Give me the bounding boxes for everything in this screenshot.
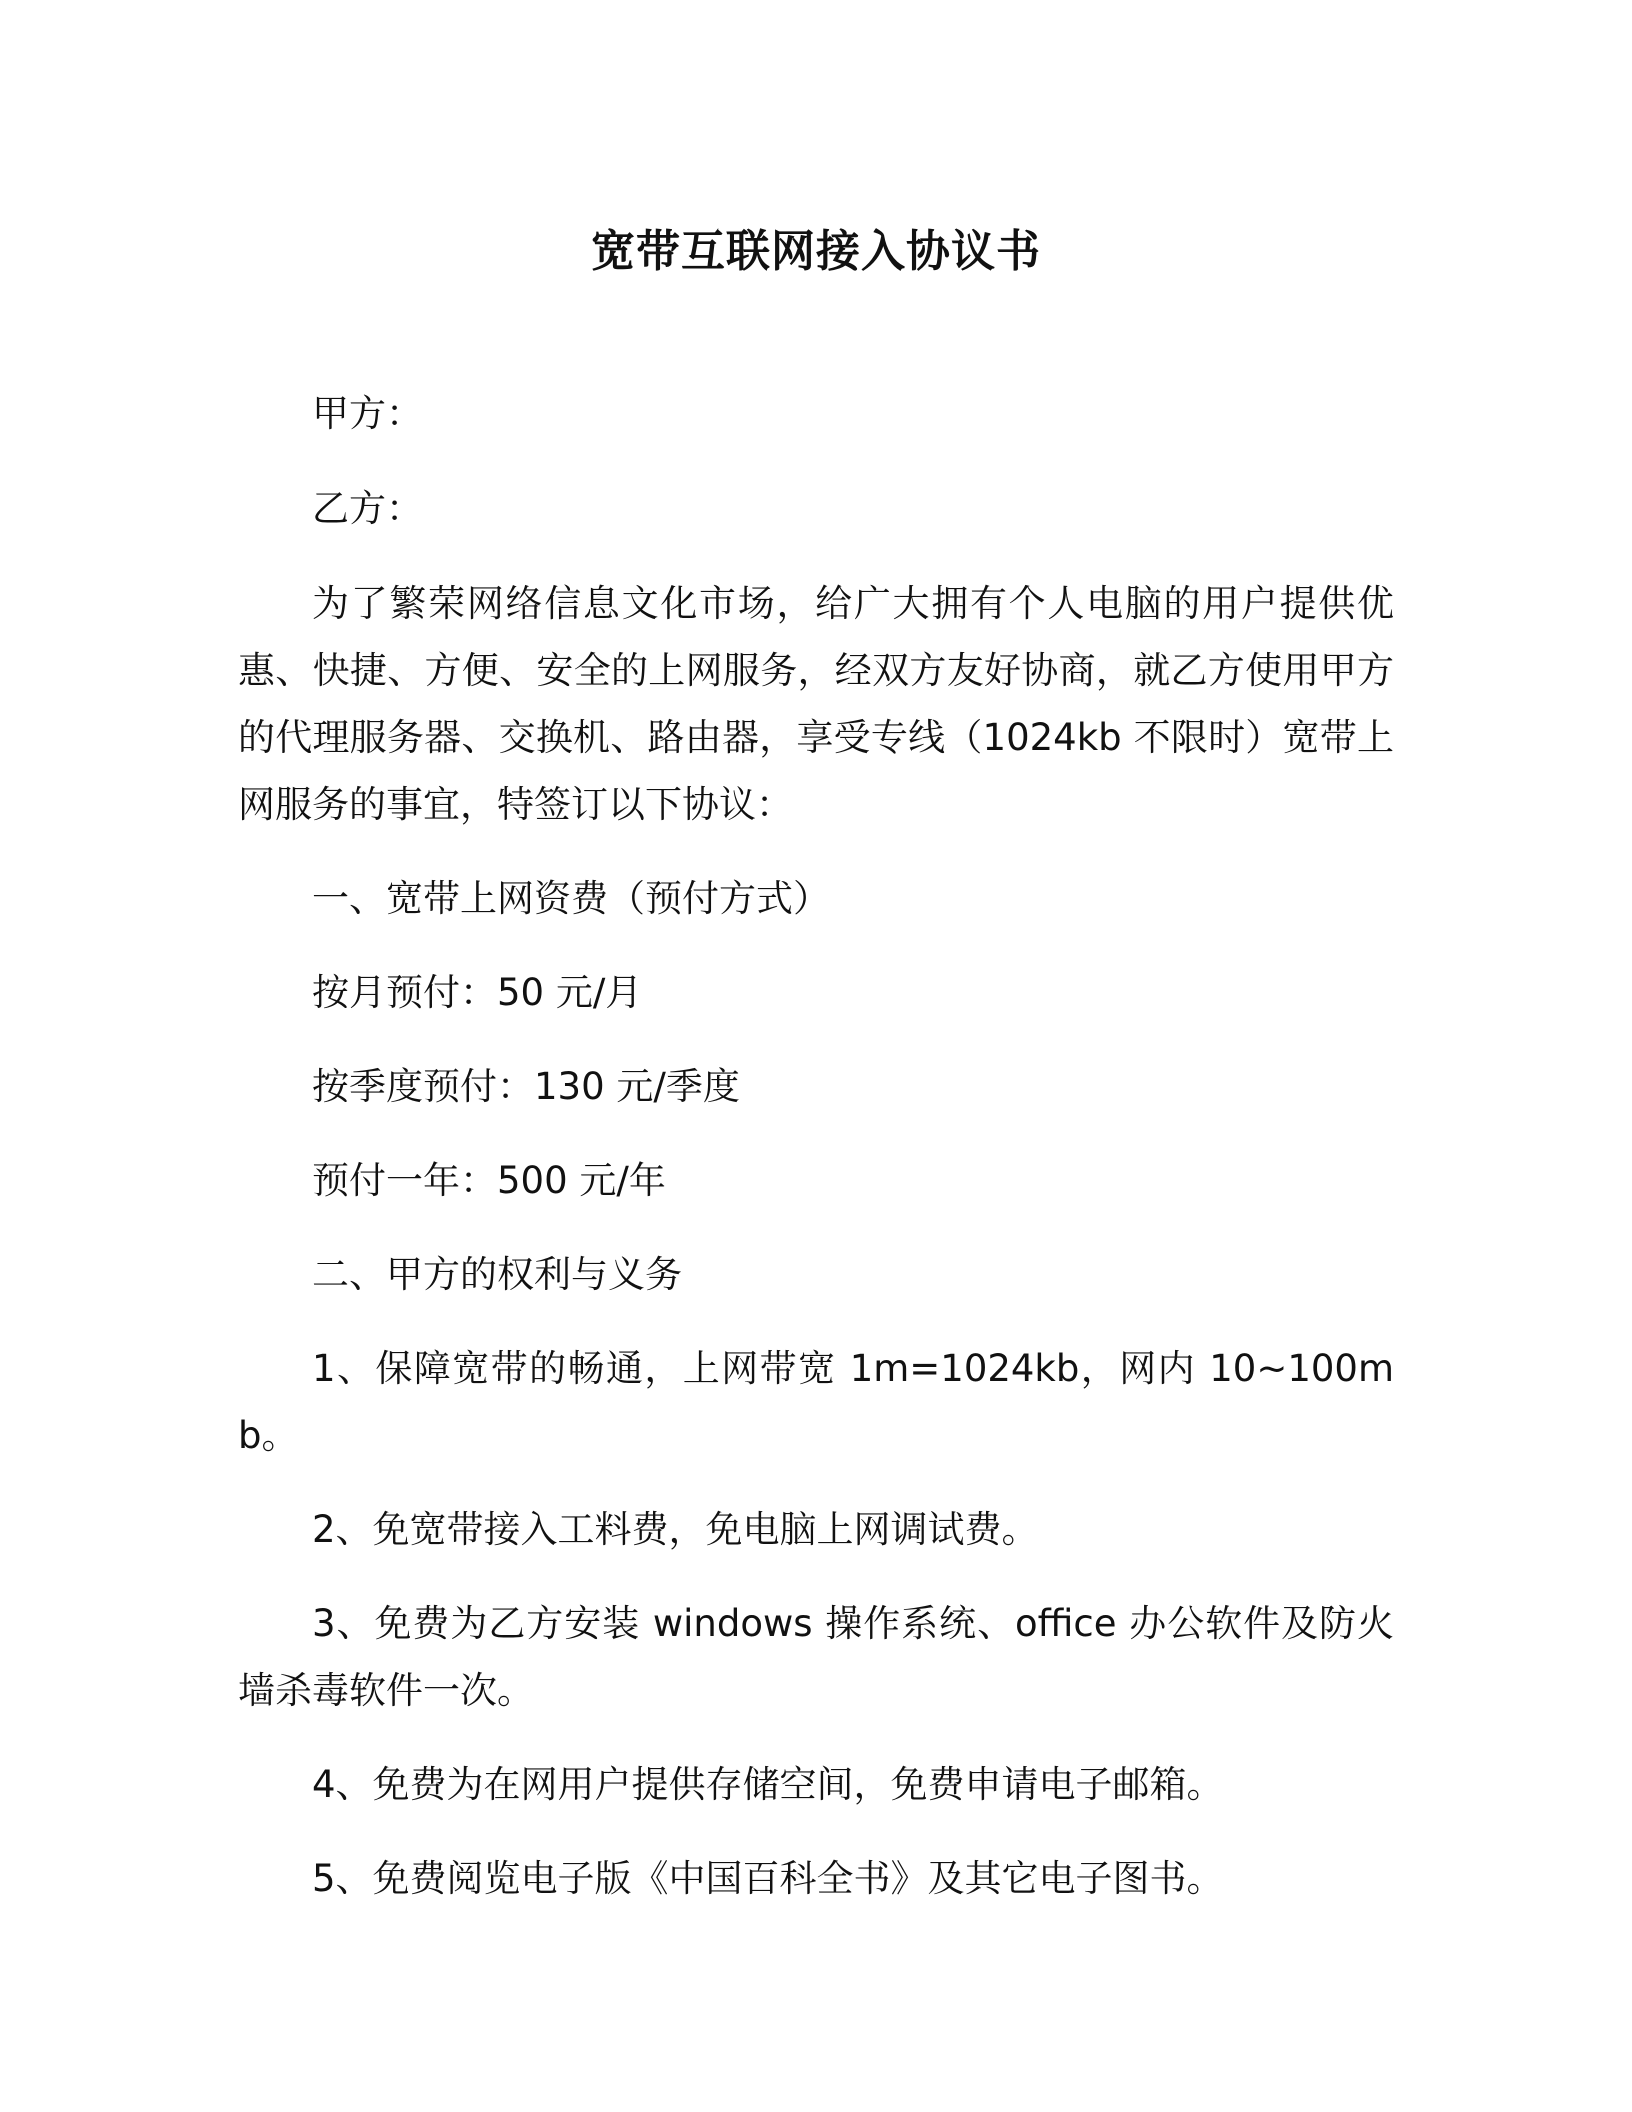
section-heading-fees: 一、宽带上网资费（预付方式） (312, 877, 830, 920)
clause-2: 2、免宽带接入工料费，免电脑上网调试费。 (312, 1508, 1039, 1551)
clause-5: 5、免费阅览电子版《中国百科全书》及其它电子图书。 (312, 1857, 1224, 1900)
section-heading-party-a-rights: 二、甲方的权利与义务 (312, 1253, 682, 1296)
party-a-line: 甲方： (312, 392, 423, 435)
intro-paragraph: 为了繁荣网络信息文化市场，给广大拥有个人电脑的用户提供优惠、快捷、方便、安全的上网服务，经双方友好协商，就乙方使用甲方的代理服务器、交换机、路由器，享受专线（1024kb 不限时）宽带上网服务的事宜，特签订以下协议： (238, 582, 1394, 826)
clause-1: 1、保障宽带的畅通，上网带宽 1m=1024kb，网内 10~100mb。 (238, 1347, 1394, 1457)
fee-monthly: 按月预付：50 元/月 (312, 971, 643, 1014)
clause-4: 4、免费为在网用户提供存储空间，免费申请电子邮箱。 (312, 1763, 1224, 1806)
document-title: 宽带互联网接入协议书 (591, 226, 1041, 277)
fee-yearly: 预付一年：500 元/年 (312, 1159, 666, 1202)
clause-3: 3、免费为乙方安装 windows 操作系统、office 办公软件及防火墙杀毒软件一次。 (238, 1602, 1394, 1712)
party-b-line: 乙方： (312, 487, 423, 530)
document-body (238, 380, 1394, 1939)
fee-quarterly: 按季度预付：130 元/季度 (312, 1065, 740, 1108)
